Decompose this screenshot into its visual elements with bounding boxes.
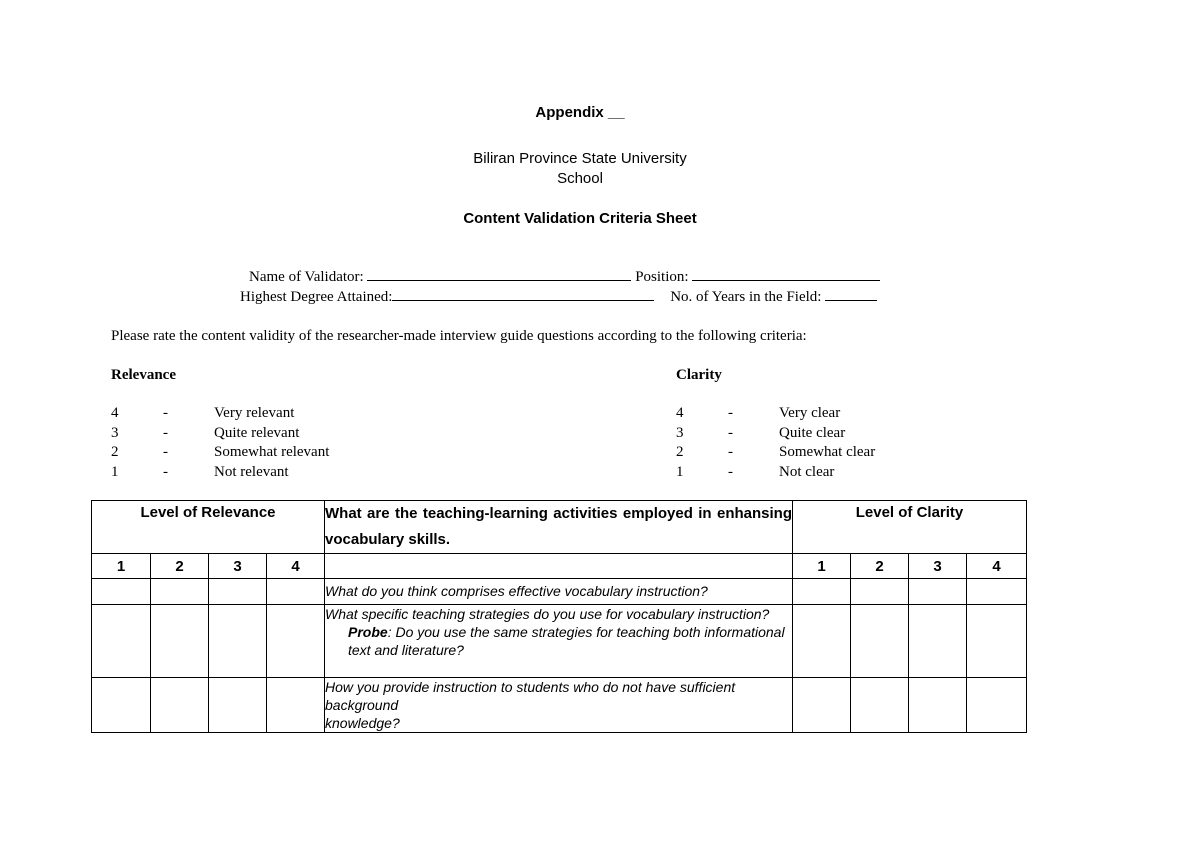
clarity-dash: - — [728, 425, 733, 441]
degree-row — [240, 288, 877, 306]
relevance-rating-cell[interactable] — [267, 579, 325, 605]
relevance-scale-2: 2 — [151, 554, 209, 579]
clarity-label: Very clear — [779, 405, 841, 421]
relevance-rating-cell[interactable] — [151, 678, 209, 733]
clarity-label: Somewhat clear — [779, 444, 876, 460]
degree-label: Highest Degree Attained: — [240, 289, 393, 305]
clarity-scale-1: 1 — [793, 554, 851, 579]
relevance-dash: - — [163, 405, 168, 421]
clarity-rating-cell[interactable] — [909, 678, 967, 733]
relevance-scale-1: 1 — [92, 554, 151, 579]
relevance-rating-cell[interactable] — [209, 605, 267, 678]
relevance-heading: Relevance — [111, 367, 176, 383]
years-label: No. of Years in the Field: — [670, 289, 822, 305]
clarity-scale-4: 4 — [967, 554, 1027, 579]
relevance-scale-3: 3 — [209, 554, 267, 579]
clarity-rating-cell[interactable] — [967, 605, 1027, 678]
clarity-rating-cell[interactable] — [909, 579, 967, 605]
clarity-rating-cell[interactable] — [793, 678, 851, 733]
probe-text: : Do you use the same strategies for teaching both informational text and literature? — [348, 624, 785, 658]
question-2-text: What specific teaching strategies do you use for vocabulary instruction? — [325, 606, 770, 622]
relevance-rating-cell[interactable] — [209, 579, 267, 605]
rating-table — [91, 500, 1027, 733]
clarity-score: 2 — [676, 444, 684, 460]
validator-name-field[interactable] — [367, 268, 631, 281]
relevance-rating-cell[interactable] — [151, 605, 209, 678]
relevance-level-header: Level of Relevance — [92, 501, 325, 554]
clarity-rating-cell[interactable] — [851, 678, 909, 733]
degree-field[interactable] — [392, 288, 654, 301]
clarity-rating-cell[interactable] — [967, 579, 1027, 605]
relevance-scale-4: 4 — [267, 554, 325, 579]
clarity-dash: - — [728, 464, 733, 480]
table-row — [92, 678, 1027, 733]
relevance-score: 2 — [111, 444, 119, 460]
clarity-dash: - — [728, 405, 733, 421]
school-name: School — [557, 170, 603, 187]
question-2-probe — [325, 623, 792, 659]
relevance-dash: - — [163, 425, 168, 441]
relevance-label: Not relevant — [214, 464, 289, 480]
relevance-rating-cell[interactable] — [267, 605, 325, 678]
clarity-rating-cell[interactable] — [851, 579, 909, 605]
table-header-row — [92, 501, 1027, 554]
clarity-score: 1 — [676, 464, 684, 480]
clarity-rating-cell[interactable] — [793, 579, 851, 605]
relevance-label: Very relevant — [214, 405, 295, 421]
relevance-label: Quite relevant — [214, 425, 300, 441]
relevance-score: 3 — [111, 425, 119, 441]
question-3-line-1: How you provide instruction to students who do not have sufficient background — [325, 679, 736, 713]
question-2 — [325, 605, 793, 678]
clarity-rating-cell[interactable] — [909, 605, 967, 678]
appendix-title: Appendix __ — [535, 104, 625, 121]
question-1: What do you think comprises effective vocabulary instruction? — [325, 579, 793, 605]
relevance-rating-cell[interactable] — [92, 579, 151, 605]
probe-label: Probe — [348, 624, 388, 640]
clarity-label: Not clear — [779, 464, 835, 480]
relevance-dash: - — [163, 464, 168, 480]
clarity-rating-cell[interactable] — [851, 605, 909, 678]
clarity-score: 4 — [676, 405, 684, 421]
relevance-rating-cell[interactable] — [92, 605, 151, 678]
table-row — [92, 579, 1027, 605]
clarity-scale-3: 3 — [909, 554, 967, 579]
relevance-dash: - — [163, 444, 168, 460]
instruction-text: Please rate the content validity of the researcher-made interview guide questions according to the following criteria: — [111, 328, 807, 344]
question-header: What are the teaching-learning activities employed in enhansing vocabulary skills. — [325, 501, 793, 554]
relevance-rating-cell[interactable] — [151, 579, 209, 605]
relevance-rating-cell[interactable] — [267, 678, 325, 733]
years-field[interactable] — [825, 288, 877, 301]
position-label: Position: — [635, 269, 689, 285]
scale-question-blank — [325, 554, 793, 579]
clarity-rating-cell[interactable] — [967, 678, 1027, 733]
validator-name-row — [249, 268, 880, 286]
relevance-rating-cell[interactable] — [92, 678, 151, 733]
clarity-heading: Clarity — [676, 367, 722, 383]
sheet-title: Content Validation Criteria Sheet — [463, 210, 697, 227]
table-row — [92, 605, 1027, 678]
clarity-dash: - — [728, 444, 733, 460]
clarity-label: Quite clear — [779, 425, 846, 441]
clarity-rating-cell[interactable] — [793, 605, 851, 678]
scale-row — [92, 554, 1027, 579]
relevance-label: Somewhat relevant — [214, 444, 330, 460]
university-name: Biliran Province State University — [473, 150, 687, 167]
clarity-level-header: Level of Clarity — [793, 501, 1027, 554]
relevance-score: 4 — [111, 405, 119, 421]
question-3-line-2: knowledge? — [325, 715, 400, 731]
validator-name-label: Name of Validator: — [249, 269, 364, 285]
question-3 — [325, 678, 793, 733]
relevance-score: 1 — [111, 464, 119, 480]
clarity-scale-2: 2 — [851, 554, 909, 579]
clarity-score: 3 — [676, 425, 684, 441]
relevance-rating-cell[interactable] — [209, 678, 267, 733]
position-field[interactable] — [692, 268, 880, 281]
